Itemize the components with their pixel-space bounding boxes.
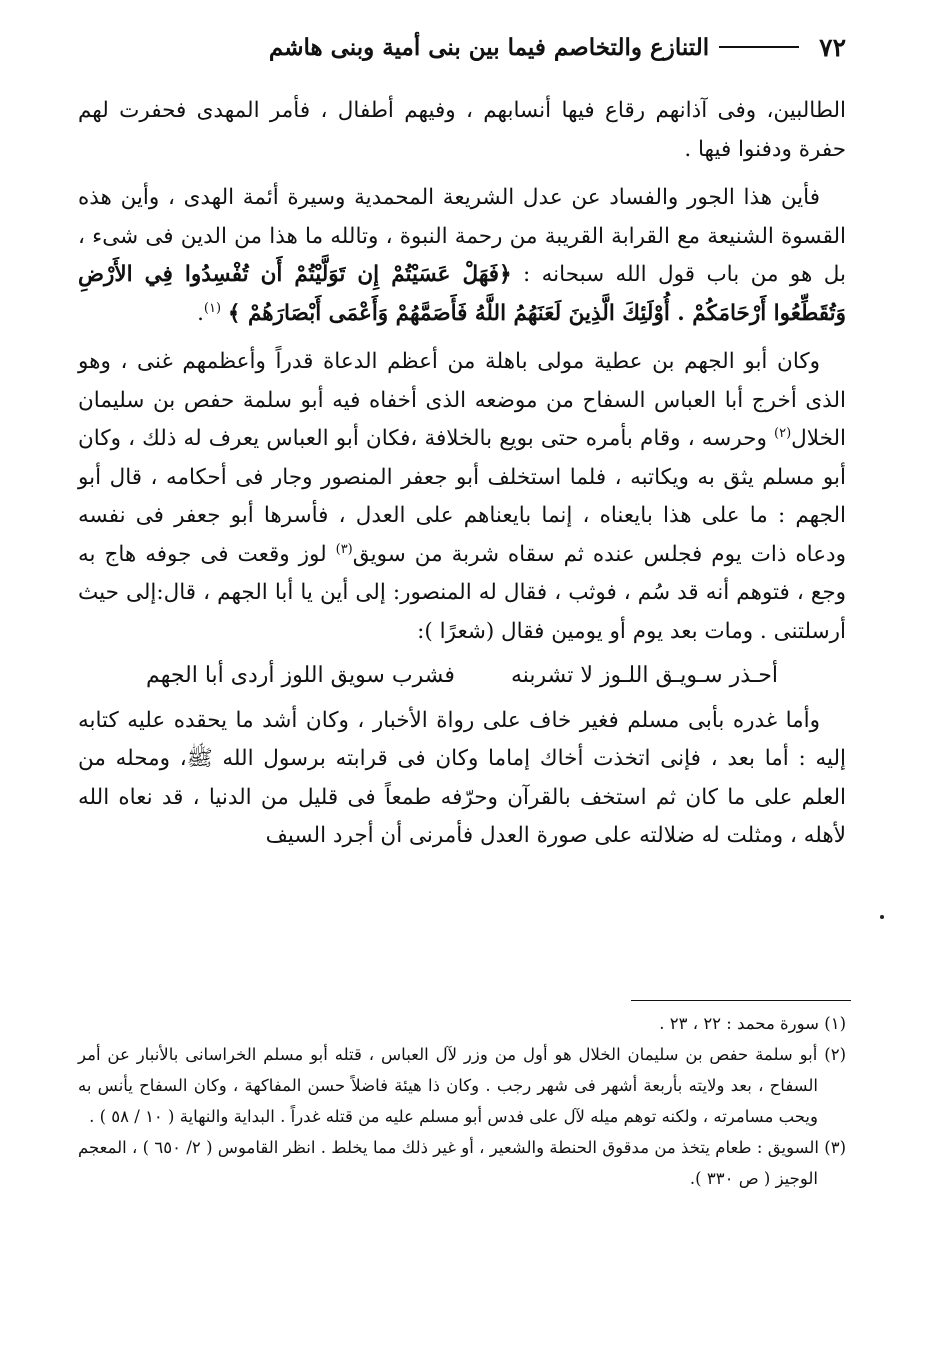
- footnote-ref-2: (٢): [774, 425, 792, 441]
- footnote-separator: [631, 1000, 851, 1001]
- paragraph-3: [78, 343, 846, 651]
- paragraph-2-end: .: [197, 300, 204, 326]
- paragraph-3-part-a: وكان أبو الجهم بن عطية مولى باهلة من أعظم الدعاة قدراً وأعظمهم غنى ، وهو الذى أخرج أبا العباس السفاح من موضعه الذى أخفاه فيه أبو سلمة حفص بن سليمان الخلال: [78, 349, 846, 451]
- paragraph-2: [78, 179, 846, 333]
- poetry-verse: [78, 651, 846, 702]
- paragraph-3-part-b: وحرسه ، وقام بأمره حتى بويع بالخلافة ،فكان أبو العباس يعرف له ذلك ، وكان أبو مسلم يثق به ويكاتبه ، فلما استخلف أبو جعفر المنصور وجار فى أحكامه ، قال أبو الجهم : ما على هذا بايعناه ، إنما بايعناهم على العدل ، فأسرها أبو جعفر فى نفسه ودعاه ذات يوم فجلس عنده ثم سقاه شربة من سويق: [78, 426, 846, 567]
- footnote-ref-1: (١): [203, 300, 222, 316]
- footnote-1: (١) سورة محمد : ٢٢ ، ٢٣ .: [659, 1014, 846, 1033]
- paragraph-3-part-c: لوز وقعت فى جوفه هاج به وجع ، فتوهم أنه قد سُم ، فوثب ، فقال له المنصور: إلى أين يا أبا الجهم ، قال:إلى حيث أرسلتنى . ومات بعد يوم أو يومين فقال (شعرًا ):: [78, 541, 846, 644]
- scan-speck: [880, 915, 884, 919]
- footnotes: [78, 1008, 846, 1194]
- footnote-2: (٢) أبو سلمة حفص بن سليمان الخلال هو أول من وزر لآل العباس ، قتله أبو مسلم الخراسانى بالأنبار عن أمر السفاح ، بعد ولايته بأربعة أشهر فى شهر رجب . وكان ذا هيئة فاضلاً حسن المفاكهة ، وكان السفاح يأنس به ويحب مسامرته ، ولكنه توهم ميله لآل على فدس أبو مسلم عليه من قتله غدراً . البداية والنهاية ( ١٠ / ٥٨ ) .: [78, 1045, 846, 1126]
- footnote-3: (٣) السويق : طعام يتخذ من مدقوق الحنطة والشعير ، أو غير ذلك مما يخلط . انظر القاموس ( ٢/ ٦٥٠ ) ، المعجم الوجيز ( ص ٣٣٠ ).: [78, 1138, 846, 1188]
- main-text: [78, 92, 846, 856]
- paragraph-2-text: فأين هذا الجور والفساد عن عدل الشريعة المحمدية وسيرة أئمة الهدى ، وأين هذه القسوة الشنيعة مع القرابة القريبة من رحمة النبوة ، وتالله ما هذا من الدين فى شىء ، بل هو من باب قول الله سبحانه :: [78, 185, 846, 287]
- paragraph-4: وأما غدره بأبى مسلم فغير خاف على رواة الأخبار ، وكان أشد ما يحقده عليه كتابه إليه : أما بعد ، فإنى اتخذت أخاك إماما وكان فى قرابته برسول الله ﷺ، ومحله من العلم على ما كان ثم استخف بالقرآن وحرّفه طمعاً فى قليل من الدنيا ، قد نعاه الله لأهله ، ومثلت له ضلالته على صورة العدل فأمرنى أن أجرد السيف: [78, 707, 846, 848]
- page-header: [78, 26, 846, 68]
- footnote-ref-3: (٣): [335, 541, 353, 557]
- verse-first-hemistich: أحـذر سـويـق اللـوز لا تشربنه: [510, 663, 778, 688]
- paragraph-1: الطالبين، وفى آذانهم رقاع فيها أنسابهم ، وفيهم أطفال ، فأمر المهدى فحفرت لهم حفرة ودفنوا فيها .: [78, 98, 846, 162]
- verse-second-hemistich: فشرب سويق اللوز أردى أبا الجهم: [146, 663, 455, 688]
- quran-verse: ﴿فَهَلْ عَسَيْتُمْ إِن تَوَلَّيْتُمْ أَن تُفْسِدُوا فِي الأَرْضِ وَتُقَطِّعُوا أَرْحَامَكُمْ . أُوْلَئِكَ الَّذِينَ لَعَنَهُمُ اللَّهُ فَأَصَمَّهُمْ وَأَعْمَى أَبْصَارَهُمْ ﴾: [78, 262, 846, 326]
- page-number: ٧٢: [819, 32, 846, 62]
- header-rule: [719, 46, 799, 48]
- running-title: التنازع والتخاصم فيما بين بنى أمية وبنى هاشم: [268, 33, 710, 61]
